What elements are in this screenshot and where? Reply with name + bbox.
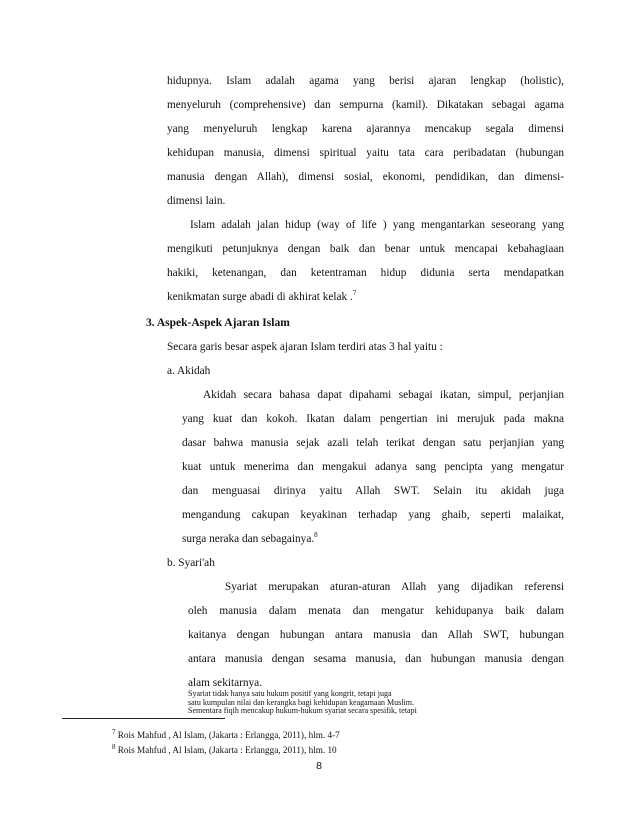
- footnote-number: 7: [112, 727, 116, 736]
- body-line: mengikuti petunjuknya dengan baik dan benar untuk mencapai kebahagiaan: [167, 243, 564, 255]
- body-line: mengandung cakupan keyakinan terhadap yang ghaib, seperti malaikat,: [182, 509, 564, 521]
- body-line: kuat untuk menerima dan mengakui adanya sang pencipta yang mengatur: [182, 461, 564, 473]
- body-line: dasar bahwa manusia sejak azali telah terikat dengan satu perjanjian yang: [182, 437, 564, 449]
- footnote-ref: 7: [352, 289, 357, 298]
- page-number: 8: [316, 760, 322, 772]
- footnote-7: [112, 729, 340, 741]
- body-line: alam sekitarnya.: [188, 677, 263, 689]
- body-line: satu kumpulan nilai dan kerangka bagi kehidupan keagamaan Muslim.: [188, 698, 414, 707]
- footnote-divider: [62, 718, 225, 719]
- body-line: antara manusia dengan sesama manusia, dan hubungan manusia dengan: [188, 653, 564, 665]
- footnote-ref: 8: [314, 531, 318, 540]
- subheading-syariah: b. Syari'ah: [167, 557, 215, 569]
- body-line: kehidupan manusia, dimensi spiritual yaitu tata cara peribadatan (hubungan: [167, 147, 564, 159]
- body-line: kaitanya dengan hubungan antara manusia dan Allah SWT, hubungan: [188, 629, 564, 641]
- body-line: oleh manusia dalam menata dan mengatur kehidupanya baik dalam: [188, 605, 564, 617]
- body-line: Akidah secara bahasa dapat dipahami sebagai ikatan, simpul, perjanjian: [203, 389, 564, 401]
- footnote-text: Rois Mahfud , Al Islam, (Jakarta : Erlangga, 2011), hlm. 10: [117, 745, 337, 755]
- body-line: yang menyeluruh lengkap karena ajarannya mencakup segala dimensi: [167, 123, 564, 135]
- body-line: dimensi lain.: [167, 195, 226, 207]
- body-line: dan menguasai dirinya yaitu Allah SWT. Selain itu akidah juga: [182, 485, 564, 497]
- body-line: hidupnya. Islam adalah agama yang berisi ajaran lengkap (holistic),: [167, 75, 564, 87]
- body-line: yang kuat dan kokoh. Ikatan dalam pengertian ini merujuk pada makna: [182, 413, 564, 425]
- subheading-akidah: a. Akidah: [167, 365, 211, 377]
- footnote-8: [112, 744, 337, 756]
- body-line: manusia dengan Allah), dimensi sosial, ekonomi, pendidikan, dan dimensi-: [167, 171, 564, 183]
- body-line: Islam adalah jalan hidup (way of life ) yang mengantarkan seseorang yang: [190, 219, 564, 231]
- footnote-number: 8: [112, 742, 116, 751]
- body-line-text: kenikmatan surge abadi di akhirat kelak .: [167, 291, 353, 303]
- body-line: Syariat merupakan aturan-aturan Allah yang dijadikan referensi: [225, 581, 564, 593]
- body-line-text: surga neraka dan sebagainya.: [182, 533, 315, 545]
- section-intro: Secara garis besar aspek ajaran Islam terdiri atas 3 hal yaitu :: [167, 341, 443, 353]
- section-heading: 3. Aspek-Aspek Ajaran Islam: [146, 317, 290, 329]
- body-line: Syariat tidak hanya satu hukum positif yang kongrit, tetapi juga: [188, 690, 392, 698]
- body-line: Sementara fiqih mencakup hukum-hukum syariat secara spesifik, tetapi: [188, 707, 417, 715]
- footnote-text: Rois Mahfud , Al Islam, (Jakarta : Erlangga, 2011), hlm. 4-7: [117, 730, 340, 740]
- body-line: hakiki, ketenangan, dan ketentraman hidup didunia serta mendapatkan: [167, 267, 564, 279]
- syariah-paragraph-2: [188, 690, 564, 716]
- body-line: menyeluruh (comprehensive) dan sempurna (kamil). Dikatakan sebagai agama: [167, 99, 564, 111]
